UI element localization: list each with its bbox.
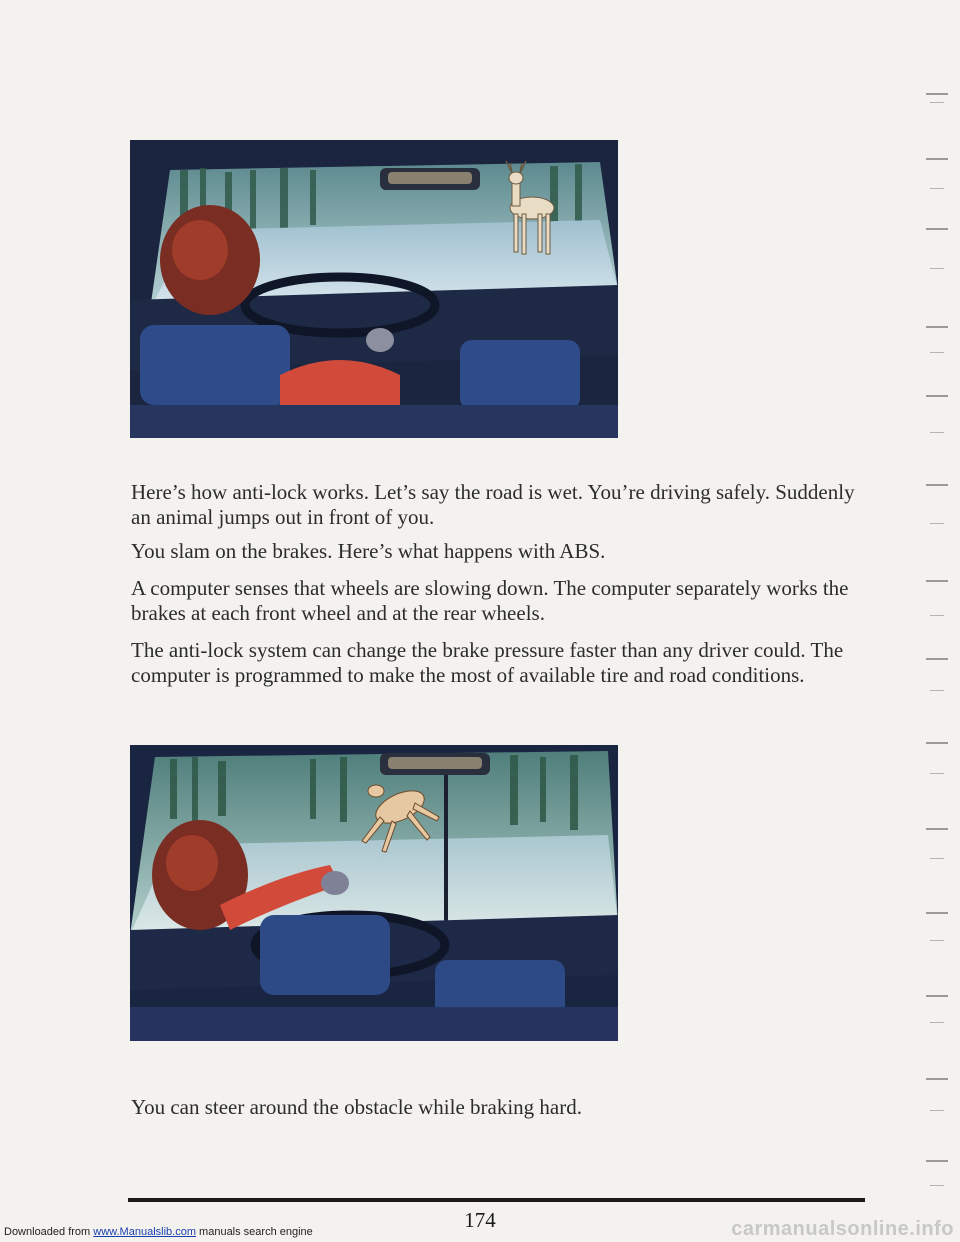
margin-tab-mark <box>930 432 944 433</box>
margin-tab-mark <box>930 523 944 524</box>
caption-steer-around-obstacle: You can steer around the obstacle while braking hard. <box>131 1095 582 1119</box>
margin-tab-mark <box>926 912 948 914</box>
paragraph-brake-pressure: The anti-lock system can change the brake pressure faster than any driver could. The computer is programmed to make the most of available tire and road conditions. <box>131 638 844 687</box>
margin-tab-mark <box>930 352 944 353</box>
margin-tab-mark <box>930 102 944 103</box>
margin-tab-mark <box>926 228 948 230</box>
page-number: 174 <box>464 1208 496 1232</box>
margin-tab-mark <box>930 1185 944 1186</box>
illustration-deer-jumping <box>130 745 618 1041</box>
margin-tab-mark <box>930 690 944 691</box>
margin-tab-mark <box>930 858 944 859</box>
margin-tab-mark <box>926 93 948 95</box>
margin-tab-mark <box>926 580 948 582</box>
manualslib-link[interactable]: www.Manualslib.com <box>93 1226 196 1238</box>
margin-tab-mark <box>926 1160 948 1162</box>
margin-tab-mark <box>926 828 948 830</box>
margin-tab-mark <box>926 158 948 160</box>
margin-tab-mark <box>926 484 948 486</box>
paragraph-slam-brakes: You slam on the brakes. Here’s what happens with ABS. <box>131 539 606 563</box>
download-footer <box>4 1226 313 1238</box>
margin-tab-mark <box>930 615 944 616</box>
margin-tabs <box>900 0 960 1200</box>
margin-tab-mark <box>926 395 948 397</box>
margin-tab-mark <box>930 268 944 269</box>
margin-tab-mark <box>930 773 944 774</box>
paragraph-anti-lock-intro: Here’s how anti-lock works. Let’s say the road is wet. You’re driving safely. Suddenly an animal jumps out in front of you. <box>131 480 855 529</box>
margin-tab-mark <box>930 188 944 189</box>
footer-prefix: Downloaded from <box>4 1226 91 1238</box>
footer-suffix: manuals search engine <box>199 1226 313 1238</box>
footer-rule <box>128 1198 865 1202</box>
margin-tab-mark <box>926 995 948 997</box>
margin-tab-mark <box>930 1110 944 1111</box>
margin-tab-mark <box>930 940 944 941</box>
paragraph-computer-senses: A computer senses that wheels are slowing down. The computer separately works the brakes at each front wheel and at the rear wheels. <box>131 576 849 625</box>
margin-tab-mark <box>926 326 948 328</box>
margin-tab-mark <box>926 742 948 744</box>
watermark: carmanualsonline.info <box>731 1218 954 1240</box>
margin-tab-mark <box>926 658 948 660</box>
margin-tab-mark <box>926 1078 948 1080</box>
illustration-deer-on-road <box>130 140 618 438</box>
margin-tab-mark <box>930 1022 944 1023</box>
